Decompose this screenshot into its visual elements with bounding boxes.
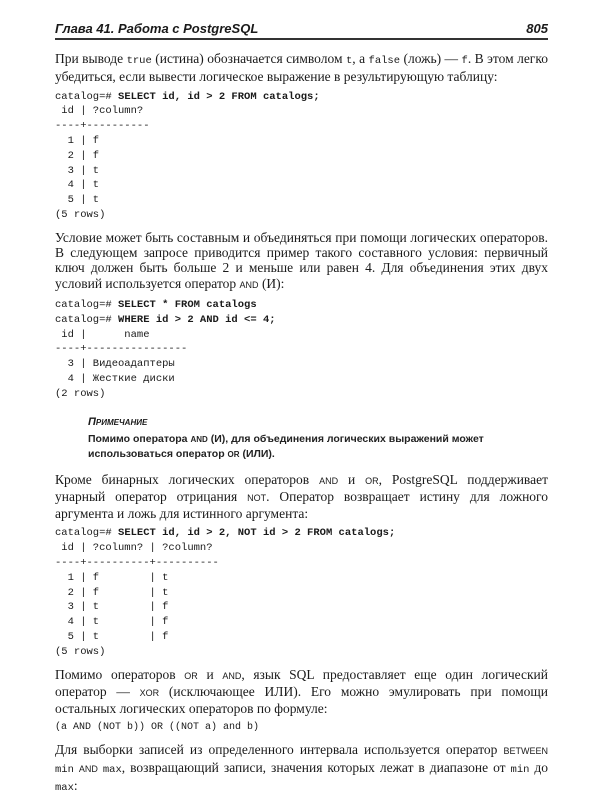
code-min: min <box>55 763 74 776</box>
text: (И), для объединения логических выражений может использоваться оператор <box>88 432 484 461</box>
note-text <box>88 432 548 463</box>
sql-command: SELECT * FROM catalogs <box>118 298 257 311</box>
keyword-not: NOT <box>247 492 267 503</box>
book-page <box>55 0 548 796</box>
code-listing-3 <box>55 526 548 659</box>
query-output: id | name ----+---------------- 3 | Видеоадаптеры 4 | Жесткие диски (2 rows) <box>55 328 188 400</box>
xor-formula: (a AND (NOT b)) OR ((NOT a) and b) <box>55 722 260 734</box>
sql-command: WHERE id > 2 AND id <= 4; <box>118 313 276 326</box>
query-output: id | ?column? ----+---------- 1 | f 2 | f 3 | t 4 | t 5 | t (5 rows) <box>55 105 150 221</box>
keyword-and: AND <box>78 763 98 774</box>
text: При выводе <box>55 51 127 66</box>
code-min: min <box>510 763 530 776</box>
text: Условие может быть составным и объединяться при помощи логических операторов. В следующем запросе приводится пример такого составного условия: первичный ключ должен быть больше 2 и меньше или равен 4. Для объединения этих двух условий используется оператор <box>55 229 548 291</box>
prompt: catalog=# <box>55 90 119 103</box>
paragraph-xor <box>55 667 548 717</box>
text: . В этом легко убедиться, если вывести логическое выражение в результирующую таблицу: <box>55 51 548 85</box>
prompt: catalog=# <box>55 313 119 326</box>
text: (И): <box>258 275 285 291</box>
code-listing-1 <box>55 90 548 223</box>
chapter-title: Глава 41. Работа с PostgreSQL <box>55 21 259 36</box>
paragraph-true-false <box>55 51 548 85</box>
note-box <box>88 416 548 463</box>
keyword-and: AND <box>319 475 339 486</box>
text: до <box>529 759 549 775</box>
text: , PostgreSQL поддерживает унарный оператор отрицания <box>55 471 548 504</box>
code-false: false <box>368 55 401 67</box>
keyword-or: OR <box>184 670 198 681</box>
code-max: max <box>55 781 74 794</box>
sql-command: SELECT id, id > 2, NOT id > 2 FROM catalogs; <box>118 527 396 540</box>
text: . Оператор возвращает истину для ложного аргумента и ложь для истинного аргумента: <box>55 488 548 522</box>
query-output: id | ?column? | ?column? ----+----------+---------- 1 | f | t 2 | f | t 3 | t | f 4 | t | f 5 | t | f (5 rows) <box>55 542 219 658</box>
text: , а <box>352 51 369 66</box>
keyword-and: AND <box>239 279 259 290</box>
code-f: f <box>461 55 468 67</box>
note-title: Примечание <box>88 415 148 428</box>
text: (ложь) — <box>400 51 462 66</box>
text: , возвращающий записи, значения которых лежат в диапазоне от <box>121 759 511 775</box>
paragraph-between <box>55 742 548 796</box>
keyword-xor: XOR <box>139 687 160 698</box>
text: (ИЛИ). <box>239 448 275 461</box>
text: Кроме бинарных логических операторов <box>55 471 320 487</box>
text: : <box>73 777 78 793</box>
keyword-and: AND <box>222 670 242 681</box>
code-t: t <box>345 55 353 67</box>
text: (исключающее ИЛИ). Его можно эмулировать при помощи остальных логических операторов по формуле: <box>55 683 548 717</box>
code-max: max <box>102 763 122 776</box>
text: Помимо оператора <box>88 432 191 445</box>
text: Для выборки записей из определенного интервала используется оператор <box>55 742 504 758</box>
prompt: catalog=# <box>55 298 119 311</box>
code-listing-2 <box>55 298 548 402</box>
running-header <box>55 20 548 40</box>
code-true: true <box>126 55 152 67</box>
keyword-and: AND <box>190 434 208 444</box>
keyword-between: BETWEEN <box>503 746 548 757</box>
text: и <box>338 471 366 487</box>
paragraph-not-operator <box>55 472 548 522</box>
text: и <box>197 666 223 682</box>
text: , язык SQL предоставляет еще один логический оператор — <box>55 666 548 699</box>
text: Помимо операторов <box>55 666 185 682</box>
page-number: 805 <box>526 21 548 36</box>
keyword-or: OR <box>227 450 240 460</box>
keyword-or: OR <box>365 475 379 486</box>
sql-command: SELECT id, id > 2 FROM catalogs; <box>118 90 320 103</box>
text: (истина) обозначается символом <box>151 51 346 66</box>
paragraph-compound-condition <box>55 230 548 293</box>
prompt: catalog=# <box>55 527 119 540</box>
